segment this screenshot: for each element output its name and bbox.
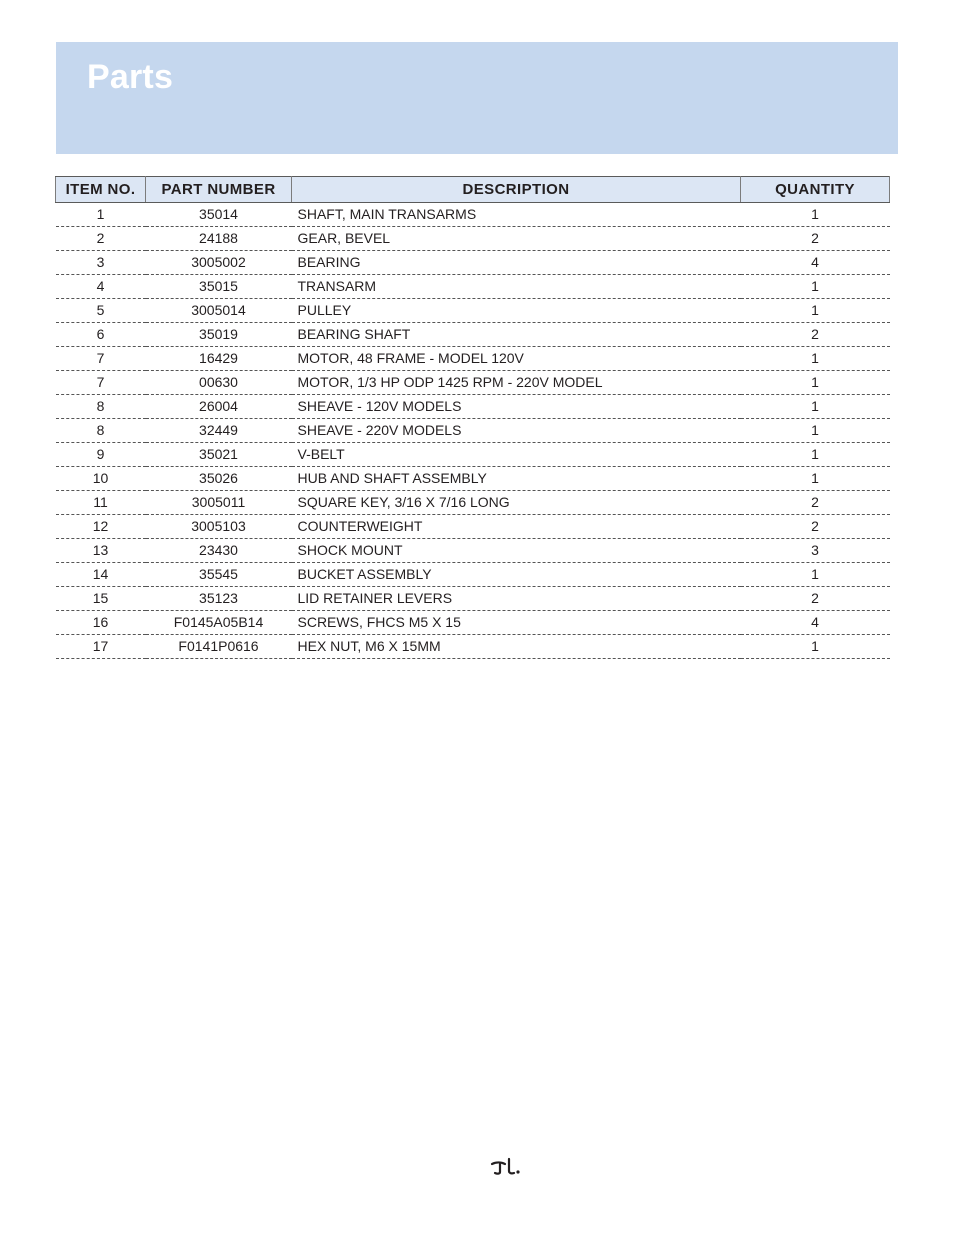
quantity-cell: 4: [741, 251, 890, 275]
table-row: [56, 563, 890, 587]
item-no-cell: 14: [56, 563, 146, 587]
item-no-cell: 16: [56, 611, 146, 635]
table-row: [56, 587, 890, 611]
table-row: [56, 539, 890, 563]
table-row: [56, 347, 890, 371]
quantity-cell: 1: [741, 443, 890, 467]
part-number-cell: 16429: [146, 347, 292, 371]
table-row: [56, 299, 890, 323]
table-row: [56, 515, 890, 539]
description-cell: TRANSARM: [292, 275, 741, 299]
table-row: [56, 395, 890, 419]
item-no-cell: 13: [56, 539, 146, 563]
item-no-cell: 7: [56, 347, 146, 371]
quantity-cell: 1: [741, 467, 890, 491]
quantity-cell: 1: [741, 563, 890, 587]
part-number-cell: 26004: [146, 395, 292, 419]
table-row: [56, 227, 890, 251]
header-banner: [56, 42, 898, 154]
item-no-cell: 10: [56, 467, 146, 491]
item-no-cell: 12: [56, 515, 146, 539]
quantity-cell: 1: [741, 419, 890, 443]
item-no-cell: 8: [56, 419, 146, 443]
table-row: [56, 371, 890, 395]
item-no-cell: 9: [56, 443, 146, 467]
quantity-cell: 1: [741, 299, 890, 323]
quantity-cell: 1: [741, 203, 890, 227]
part-number-cell: 00630: [146, 371, 292, 395]
part-number-cell: 3005014: [146, 299, 292, 323]
description-cell: SQUARE KEY, 3/16 X 7/16 LONG: [292, 491, 741, 515]
table-row: [56, 467, 890, 491]
part-number-cell: 24188: [146, 227, 292, 251]
item-no-cell: 4: [56, 275, 146, 299]
description-cell: PULLEY: [292, 299, 741, 323]
column-header-item-no: ITEM NO.: [56, 177, 146, 203]
item-no-cell: 3: [56, 251, 146, 275]
quantity-cell: 2: [741, 323, 890, 347]
quantity-cell: 2: [741, 587, 890, 611]
part-number-cell: 35014: [146, 203, 292, 227]
description-cell: SHOCK MOUNT: [292, 539, 741, 563]
description-cell: MOTOR, 1/3 HP ODP 1425 RPM - 220V MODEL: [292, 371, 741, 395]
part-number-cell: 3005103: [146, 515, 292, 539]
table-row: [56, 251, 890, 275]
quantity-cell: 2: [741, 227, 890, 251]
quantity-cell: 1: [741, 635, 890, 659]
description-cell: LID RETAINER LEVERS: [292, 587, 741, 611]
table-row: [56, 203, 890, 227]
part-number-cell: 3005002: [146, 251, 292, 275]
item-no-cell: 8: [56, 395, 146, 419]
item-no-cell: 11: [56, 491, 146, 515]
description-cell: SHEAVE - 120V MODELS: [292, 395, 741, 419]
column-header-part-number: PART NUMBER: [146, 177, 292, 203]
item-no-cell: 6: [56, 323, 146, 347]
part-number-cell: 35021: [146, 443, 292, 467]
part-number-cell: 23430: [146, 539, 292, 563]
part-number-cell: 35019: [146, 323, 292, 347]
table-row: [56, 611, 890, 635]
part-number-cell: 35026: [146, 467, 292, 491]
item-no-cell: 1: [56, 203, 146, 227]
table-header-row: [56, 177, 890, 203]
parts-table: [55, 176, 890, 659]
column-header-description: DESCRIPTION: [292, 177, 741, 203]
description-cell: SHEAVE - 220V MODELS: [292, 419, 741, 443]
description-cell: GEAR, BEVEL: [292, 227, 741, 251]
description-cell: HEX NUT, M6 X 15MM: [292, 635, 741, 659]
part-number-cell: 35015: [146, 275, 292, 299]
item-no-cell: 7: [56, 371, 146, 395]
part-number-cell: F0145A05B14: [146, 611, 292, 635]
description-cell: COUNTERWEIGHT: [292, 515, 741, 539]
quantity-cell: 2: [741, 491, 890, 515]
quantity-cell: 2: [741, 515, 890, 539]
part-number-cell: 32449: [146, 419, 292, 443]
page-title: Parts: [87, 58, 174, 96]
quantity-cell: 1: [741, 275, 890, 299]
description-cell: BUCKET ASSEMBLY: [292, 563, 741, 587]
part-number-cell: 3005011: [146, 491, 292, 515]
description-cell: V-BELT: [292, 443, 741, 467]
quantity-cell: 1: [741, 395, 890, 419]
description-cell: HUB AND SHAFT ASSEMBLY: [292, 467, 741, 491]
table-row: [56, 443, 890, 467]
table-row: [56, 419, 890, 443]
page-mark-icon: [490, 1155, 522, 1177]
description-cell: SHAFT, MAIN TRANSARMS: [292, 203, 741, 227]
description-cell: BEARING SHAFT: [292, 323, 741, 347]
description-cell: MOTOR, 48 FRAME - MODEL 120V: [292, 347, 741, 371]
table-row: [56, 491, 890, 515]
table-row: [56, 275, 890, 299]
quantity-cell: 1: [741, 371, 890, 395]
quantity-cell: 3: [741, 539, 890, 563]
table-row: [56, 635, 890, 659]
quantity-cell: 4: [741, 611, 890, 635]
part-number-cell: 35545: [146, 563, 292, 587]
description-cell: SCREWS, FHCS M5 X 15: [292, 611, 741, 635]
table-row: [56, 323, 890, 347]
description-cell: BEARING: [292, 251, 741, 275]
parts-table-body: [56, 203, 890, 659]
item-no-cell: 5: [56, 299, 146, 323]
column-header-quantity: QUANTITY: [741, 177, 890, 203]
item-no-cell: 15: [56, 587, 146, 611]
item-no-cell: 2: [56, 227, 146, 251]
item-no-cell: 17: [56, 635, 146, 659]
part-number-cell: F0141P0616: [146, 635, 292, 659]
quantity-cell: 1: [741, 347, 890, 371]
part-number-cell: 35123: [146, 587, 292, 611]
